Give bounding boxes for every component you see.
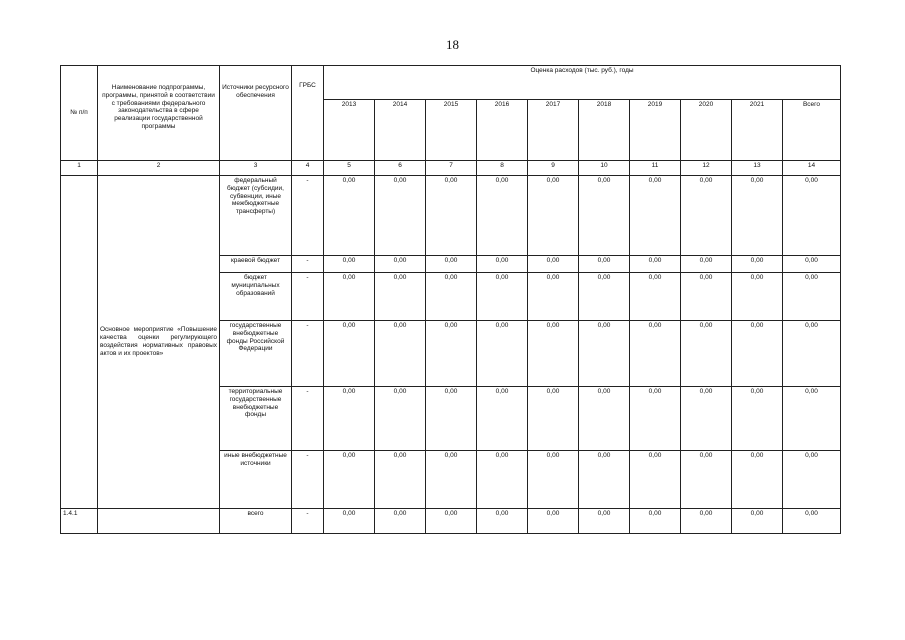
total-row [61,509,841,534]
value-cell: 0,00 [681,321,732,387]
value-cell: 0,00 [579,256,630,273]
budget-table [60,65,841,534]
value-cell: 0,00 [324,273,375,321]
table-row [61,176,841,256]
value-cell: 0,00 [732,176,783,256]
column-number: 1 [61,161,98,176]
source-cell: иные внебюджетные источники [220,451,292,509]
value-cell: 0,00 [528,451,579,509]
value-cell: 0,00 [630,321,681,387]
header-grbs: ГРБС [292,66,324,161]
column-number: 7 [426,161,477,176]
value-cell: 0,00 [681,256,732,273]
grbs-cell: - [292,321,324,387]
value-cell: 0,00 [426,321,477,387]
year-header: 2013 [324,100,375,161]
column-number: 9 [528,161,579,176]
value-cell: 0,00 [375,256,426,273]
column-number: 3 [220,161,292,176]
header-source: Источники ресурсного обеспечения [220,66,292,161]
source-cell: федеральный бюджет (субсидии, субвенции, иные межбюджетные трансферты) [220,176,292,256]
value-cell: 0,00 [375,387,426,451]
value-cell: 0,00 [426,176,477,256]
column-number: 14 [783,161,841,176]
header-num: № п/п [61,66,98,161]
source-cell: государственные внебюджетные фонды Российской Федерации [220,321,292,387]
grbs-cell: - [292,256,324,273]
value-cell: 0,00 [783,321,841,387]
source-cell: территориальные государственные внебюджетные фонды [220,387,292,451]
main-activity-name: Основное мероприятие «Повышение качества оценки регулирующего воздействия нормативных правовых актов и их проектов» [98,176,220,509]
column-number: 8 [477,161,528,176]
value-cell: 0,00 [681,273,732,321]
value-cell: 0,00 [732,256,783,273]
value-cell: 0,00 [477,321,528,387]
value-cell: 0,00 [426,256,477,273]
value-cell: 0,00 [528,387,579,451]
total-source-cell: всего [220,509,292,534]
column-number: 4 [292,161,324,176]
value-cell: 0,00 [426,451,477,509]
total-value-cell: 0,00 [579,509,630,534]
total-grbs-cell: - [292,509,324,534]
value-cell: 0,00 [630,176,681,256]
value-cell: 0,00 [375,321,426,387]
source-cell: бюджет муниципальных образований [220,273,292,321]
value-cell: 0,00 [783,256,841,273]
column-number: 2 [98,161,220,176]
value-cell: 0,00 [528,321,579,387]
header-row-1 [61,66,841,100]
value-cell: 0,00 [477,273,528,321]
value-cell: 0,00 [783,273,841,321]
year-header: 2020 [681,100,732,161]
year-header: 2019 [630,100,681,161]
source-cell: краевой бюджет [220,256,292,273]
year-header: 2014 [375,100,426,161]
value-cell: 0,00 [426,387,477,451]
value-cell: 0,00 [324,256,375,273]
value-cell: 0,00 [732,451,783,509]
column-number-row [61,161,841,176]
value-cell: 0,00 [630,273,681,321]
total-value-cell: 0,00 [426,509,477,534]
value-cell: 0,00 [426,273,477,321]
value-cell: 0,00 [324,321,375,387]
value-cell: 0,00 [783,176,841,256]
year-header: 2021 [732,100,783,161]
column-number: 6 [375,161,426,176]
year-header: 2017 [528,100,579,161]
year-header: 2015 [426,100,477,161]
value-cell: 0,00 [324,387,375,451]
year-header: 2016 [477,100,528,161]
value-cell: 0,00 [681,451,732,509]
column-number: 10 [579,161,630,176]
grbs-cell: - [292,451,324,509]
grbs-cell: - [292,273,324,321]
value-cell: 0,00 [732,273,783,321]
total-value-cell: 0,00 [783,509,841,534]
value-cell: 0,00 [630,256,681,273]
total-value-cell: 0,00 [681,509,732,534]
total-value-cell: 0,00 [630,509,681,534]
column-number: 5 [324,161,375,176]
value-cell: 0,00 [324,176,375,256]
value-cell: 0,00 [477,387,528,451]
total-value-cell: 0,00 [528,509,579,534]
value-cell: 0,00 [324,451,375,509]
value-cell: 0,00 [579,176,630,256]
total-name-cell-empty [98,509,220,534]
value-cell: 0,00 [783,387,841,451]
grbs-cell: - [292,176,324,256]
value-cell: 0,00 [783,451,841,509]
value-cell: 0,00 [681,387,732,451]
value-cell: 0,00 [630,451,681,509]
page-number: 18 [446,37,459,52]
total-header: Всего [783,100,841,161]
year-header: 2018 [579,100,630,161]
value-cell: 0,00 [477,256,528,273]
total-value-cell: 0,00 [477,509,528,534]
value-cell: 0,00 [375,451,426,509]
total-value-cell: 0,00 [732,509,783,534]
value-cell: 0,00 [477,451,528,509]
column-number: 12 [681,161,732,176]
value-cell: 0,00 [732,321,783,387]
num-cell-empty [61,176,98,509]
header-name: Наименование подпрограммы, программы, принятой в соответствии с требованиями федерального законодательства в сфере реализации государственной программы [98,66,220,161]
grbs-cell: - [292,387,324,451]
value-cell: 0,00 [732,387,783,451]
value-cell: 0,00 [579,387,630,451]
value-cell: 0,00 [681,176,732,256]
value-cell: 0,00 [375,273,426,321]
value-cell: 0,00 [528,273,579,321]
total-num-cell: 1.4.1 [61,509,98,534]
value-cell: 0,00 [579,273,630,321]
value-cell: 0,00 [528,176,579,256]
value-cell: 0,00 [630,387,681,451]
value-cell: 0,00 [579,451,630,509]
header-estimate: Оценка расходов (тыс. руб.), годы [324,66,841,100]
value-cell: 0,00 [528,256,579,273]
column-number: 13 [732,161,783,176]
value-cell: 0,00 [477,176,528,256]
total-value-cell: 0,00 [324,509,375,534]
value-cell: 0,00 [375,176,426,256]
total-value-cell: 0,00 [375,509,426,534]
column-number: 11 [630,161,681,176]
value-cell: 0,00 [579,321,630,387]
